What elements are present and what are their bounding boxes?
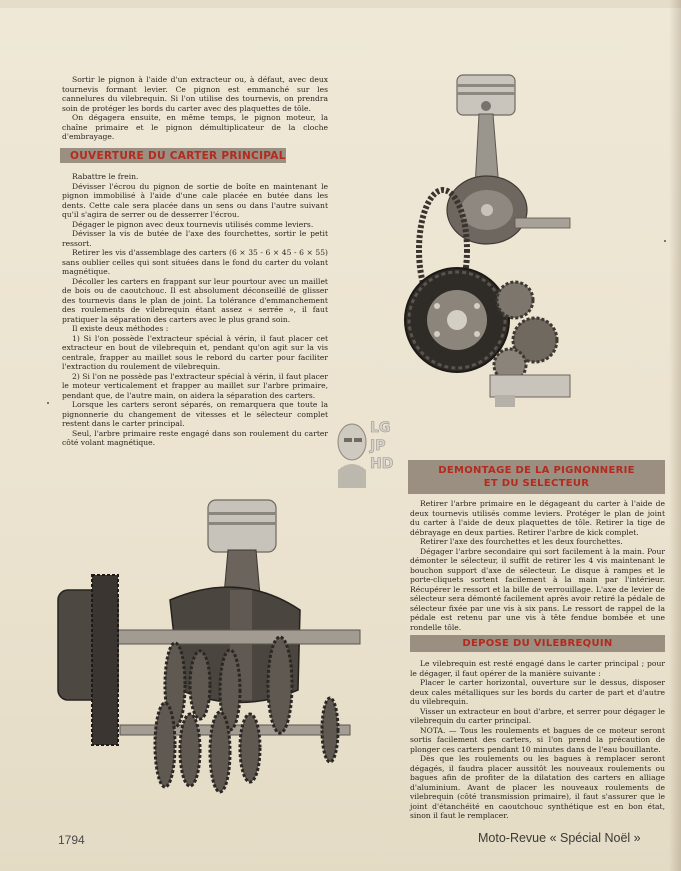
body-paragraph: Dégager le pignon avec deux tournevis utilisés comme leviers. xyxy=(72,219,314,229)
crankshaft-gearbox-photo xyxy=(30,480,375,810)
body-paragraph: Visser un extracteur en bout d'arbre, et serrer pour dégager le vilebrequin du carter principal. xyxy=(410,706,665,725)
section-heading-depose xyxy=(410,635,665,652)
intro-text xyxy=(62,75,328,142)
section-demontage-body xyxy=(410,499,665,632)
body-paragraph: Décoller les carters en frappant sur leur pourtour avec un maillet de bois ou de caoutchouc. Il est absolument déconseillé de glisser des tournevis dans le plan de joint. La tolérance d'emmanchement des roulements de vilebrequin étant assez « serrée », il faut pratiquer la séparation des carters avec le plus grand soin. xyxy=(62,276,328,324)
body-paragraph: 1) Si l'on possède l'extracteur spécial à vérin, il faut placer cet extracteur en bout de vilebrequin et, pendant qu'on agit sur la vis centrale, frapper au maillet sous le rebord du carter pour faciliter l'extraction du roulement de vilebrequin. xyxy=(62,333,328,371)
section-heading-ouverture xyxy=(60,148,286,163)
intro-paragraph: On dégagera ensuite, en même temps, le pignon moteur, la chaîne primaire et le pignon démultiplicateur de la cloche d'embrayage. xyxy=(62,113,328,141)
body-paragraph: Dégager l'arbre secondaire qui sort facilement à la main. Pour démonter le sélecteur, il suffit de retirer les 4 vis maintenant le bouchon support d'axe de sélecteur. Le disque à rampes et le porte-cliquets sortent facilement à la main par l'intérieur. Récupérer le ressort et la bille de verrouillage. L'axe de levier de sélecteur sera démonté facilement après avoir retiré la pédale de sélecteur fixée par une vis à six pans. Le ressort de rappel de la pédale est retenu par une vis à tête fendue bombée et une rondelle tôle. xyxy=(410,546,665,632)
body-paragraph: Retirer l'axe des fourchettes et les deux fourchettes. xyxy=(420,537,623,546)
page-number: 1794 xyxy=(58,833,85,847)
magazine-name: Moto-Revue xyxy=(478,831,547,845)
body-paragraph: Rabattre le frein. xyxy=(72,172,139,181)
body-paragraph: Seul, l'arbre primaire reste engagé dans son roulement du carter côté volant magnétique. xyxy=(62,428,328,447)
svg-text:LG: LG xyxy=(370,420,391,436)
body-paragraph: Dès que les roulements ou les bagues à remplacer seront dégagés, il faudra placer aussitôt les nouveaux roulements ou bagues afin de profiter de la dilatation des carters en alliage d'aluminium. Avant de placer les nouveaux roulements de vilebrequin (côté transmission primaire), il faut s'assurer que le joint d'étanchéité en caoutchouc synthétique est en bon état, sinon il faut le remplacer. xyxy=(410,754,665,820)
body-paragraph: Dévisser l'écrou du pignon de sortie de boîte en maintenant le pignon immobilisé à l'aide d'une cale placée en butée dans les dents. Cette cale sera placée dans un sens ou dans l'autre suivant qu'il s'agira de serrer ou de desserrer l'écrou. xyxy=(62,181,328,219)
section-heading-text: DEMONTAGE DE LA PIGNONNERIE xyxy=(438,465,635,476)
body-paragraph: Placer le carter horizontal, ouverture sur le dessus, disposer deux cales métalliques sur les bords du carter de part et d'autre du vilebrequin. xyxy=(410,678,665,706)
svg-text:JP: JP xyxy=(370,438,386,454)
body-paragraph: Dévisser la vis de butée de l'axe des fourchettes, sortir le petit ressort. xyxy=(62,229,328,248)
section-heading-text: ET DU SELECTEUR xyxy=(483,478,590,489)
crankshaft-clutch-photo xyxy=(395,70,580,410)
print-speck xyxy=(47,402,49,404)
page-top-band xyxy=(0,0,681,8)
print-speck xyxy=(664,240,666,242)
body-paragraph: Lorsque les carters seront séparés, on remarquera que toute la pignonnerie du changement de vitesses et le sélecteur complet restent dans le carter principal. xyxy=(62,400,328,428)
body-paragraph: NOTA. — Tous les roulements et bagues de ce moteur seront sortis facilement des carters, si l'on prend la précaution de plonger ces carters pendant 10 minutes dans de l'eau bouillante. xyxy=(410,725,665,754)
section-ouverture-body xyxy=(62,172,328,448)
body-paragraph: Le vilebrequin est resté engagé dans le carter principal ; pour le dégager, il faut opérer de la manière suivante : xyxy=(410,659,665,678)
svg-text:HD: HD xyxy=(370,456,394,472)
body-paragraph: Il existe deux méthodes : xyxy=(72,324,169,333)
issue-label: « Spécial Noël » xyxy=(549,831,641,845)
page-edge-shadow xyxy=(669,0,681,871)
section-heading-demontage xyxy=(408,460,665,494)
section-depose-body xyxy=(410,659,665,821)
body-paragraph: Retirer les vis d'assemblage des carters (6 × 35 - 6 × 45 - 6 × 55) sans oublier celles qui sont situées dans le fond du carter du volant magnétique. xyxy=(62,248,328,276)
lgjphd-watermark-logo xyxy=(330,410,400,488)
section-heading-text: OUVERTURE DU CARTER PRINCIPAL xyxy=(70,150,286,162)
section-heading-text: DEPOSE DU VILEBREQUIN xyxy=(462,638,613,649)
intro-paragraph: Sortir le pignon à l'aide d'un extracteur ou, à défaut, avec deux tournevis formant levier. Ce pignon est emmanché sur les cannelures du vilebrequin. Si l'on utilise des tournevis, on prendra soin de protéger les bords du carter avec des plaquettes de tôle. xyxy=(62,75,328,113)
body-paragraph: 2) Si l'on ne possède pas l'extracteur spécial à vérin, il faut placer le moteur verticalement et frapper au maillet sur l'arbre primaire, pendant que, de l'autre main, on aidera la séparation des carters. xyxy=(62,371,328,400)
body-paragraph: Retirer l'arbre primaire en le dégageant du carter à l'aide de deux tournevis utilisés comme leviers. Protéger le plan de joint du carter à l'aide de deux plaquettes de tôle. Retirer la tige de débrayage en deux parties. Retirer l'arbre de kick complet. xyxy=(410,499,665,537)
magazine-footer xyxy=(478,831,641,845)
